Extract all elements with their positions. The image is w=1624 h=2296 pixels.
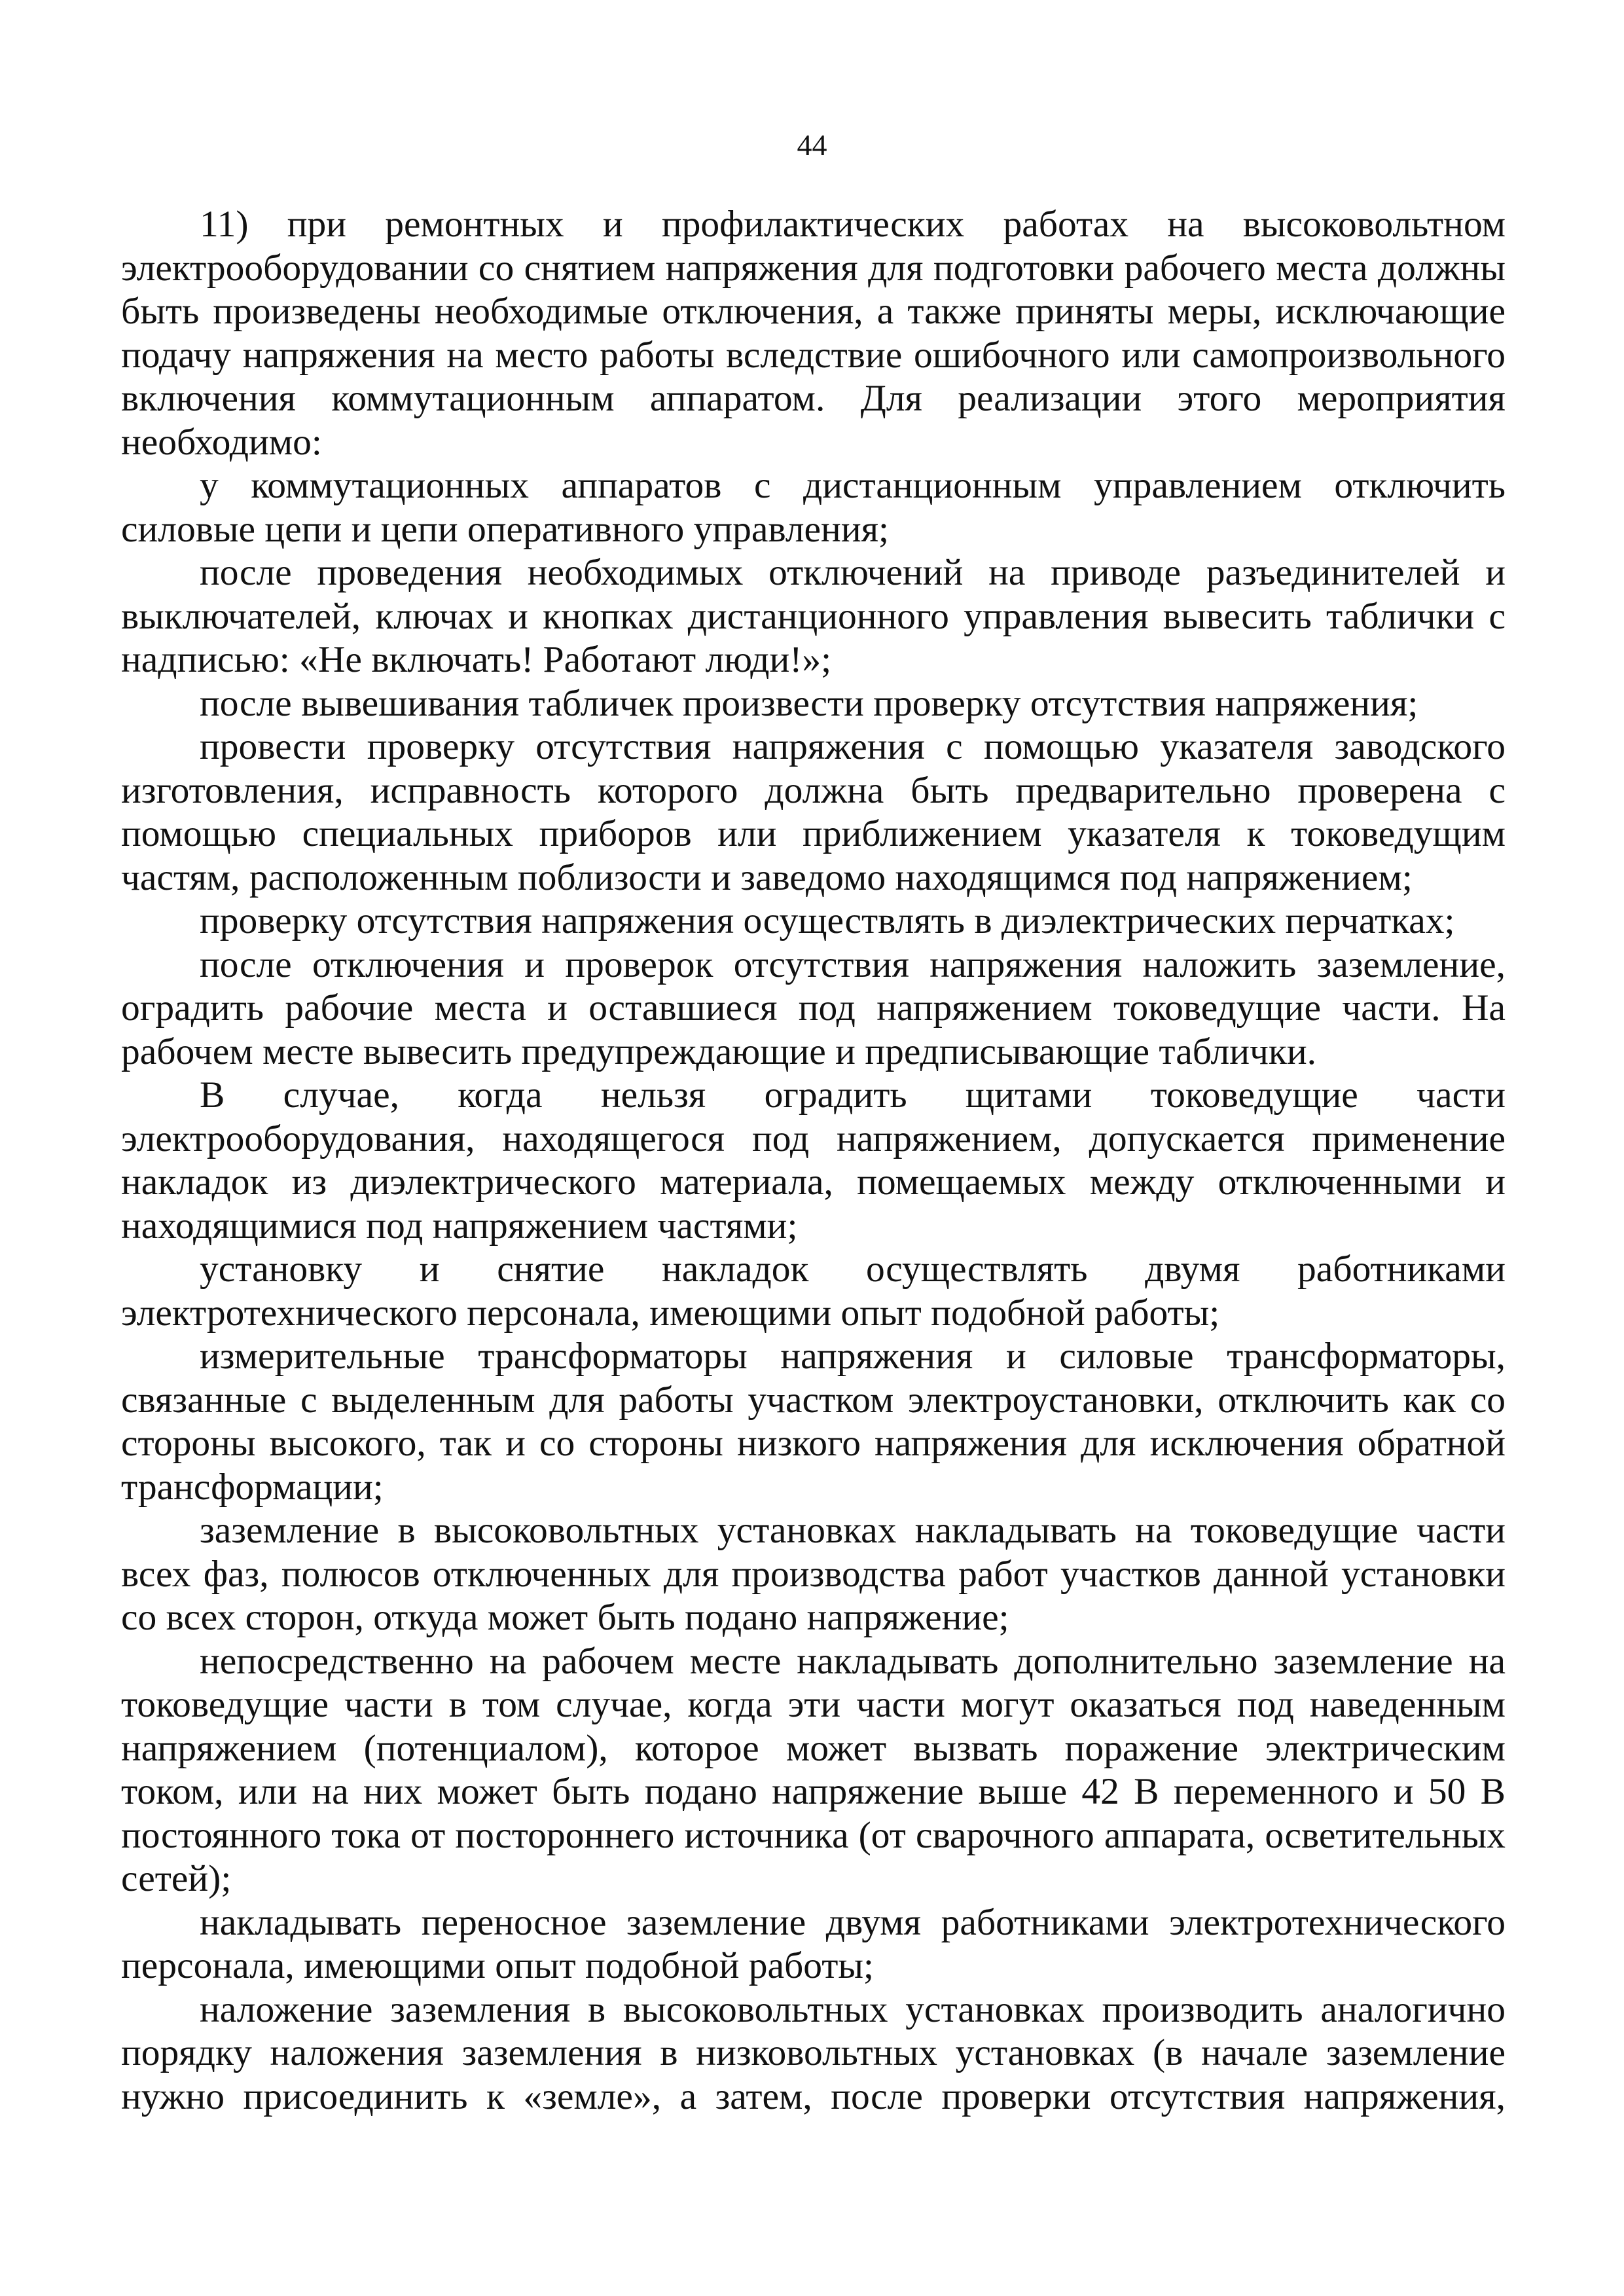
paragraph: проверку отсутствия напряжения осуществлять в диэлектрических перчатках;	[200, 900, 1455, 941]
paragraph: В случае, когда нельзя оградить щитами токоведущие части электрооборудования, находящегося под напряжением, допускается применение накладок из диэлектрического материала, помещаемых между отключенными и находящимися под напряжением частями;	[121, 1074, 1506, 1247]
paragraph: после проведения необходимых отключений на приводе разъединителей и выключателей, ключах и кнопках дистанционного управления вывесить таблички с надписью: «Не включать! Работают люди!»;	[121, 552, 1506, 680]
paragraph: у коммутационных аппаратов с дистанционным управлением отключить силовые цепи и цепи оперативного управления;	[121, 465, 1506, 550]
paragraph: провести проверку отсутствия напряжения с помощью указателя заводского изготовления, исправность которого должна быть предварительно проверена с помощью специальных приборов или приближением указателя к токоведущим частям, расположенным поблизости и заведомо находящимся под напряжением;	[121, 726, 1506, 898]
paragraph: после отключения и проверок отсутствия напряжения наложить заземление, оградить рабочие места и оставшиеся под напряжением токоведущие части. На рабочем месте вывесить предупреждающие и предписывающие таблички.	[121, 943, 1506, 1072]
document-body	[121, 203, 1506, 2119]
paragraph: 11) при ремонтных и профилактических работах на высоковольтном электрооборудовании со снятием напряжения для подготовки рабочего места должны быть произведены необходимые отключения, а также приняты меры, исключающие подачу напряжения на место работы вследствие ошибочного или самопроизвольного включения коммутационным аппаратом. Для реализации этого мероприятия необходимо:	[121, 204, 1506, 463]
paragraph: измерительные трансформаторы напряжения и силовые трансформаторы, связанные с выделенным для работы участком электроустановки, отключить как со стороны высокого, так и со стороны низкого напряжения для исключения обратной трансформации;	[121, 1336, 1506, 1508]
paragraph-continued: наложение заземления в высоковольтных установках производить аналогично порядку наложения заземления в низковольтных установках (в начале заземление нужно присоединить к «земле», а затем, после проверки отсутствия напряжения,	[121, 1988, 1506, 2117]
paragraph: накладывать переносное заземление двумя работниками электротехнического персонала, имеющими опыт подобной работы;	[121, 1901, 1506, 1986]
page-number: 44	[797, 128, 827, 162]
paragraph: установку и снятие накладок осуществлять двумя работниками электротехнического персонала, имеющими опыт подобной работы;	[121, 1248, 1506, 1334]
paragraph: после вывешивания табличек произвести проверку отсутствия напряжения;	[200, 682, 1418, 724]
paragraph: заземление в высоковольтных установках накладывать на токоведущие части всех фаз, полюсов отключенных для производства работ участков данной установки со всех сторон, откуда может быть подано напряжение;	[121, 1510, 1506, 1638]
paragraph: непосредственно на рабочем месте накладывать дополнительно заземление на токоведущие части в том случае, когда эти части могут оказаться под наведенным напряжением (потенциалом), которое может вызвать поражение электрическим током, или на них может быть подано напряжение выше 42 В переменного и 50 В постоянного тока от постороннего источника (от сварочного аппарата, осветительных сетей);	[121, 1640, 1506, 1899]
